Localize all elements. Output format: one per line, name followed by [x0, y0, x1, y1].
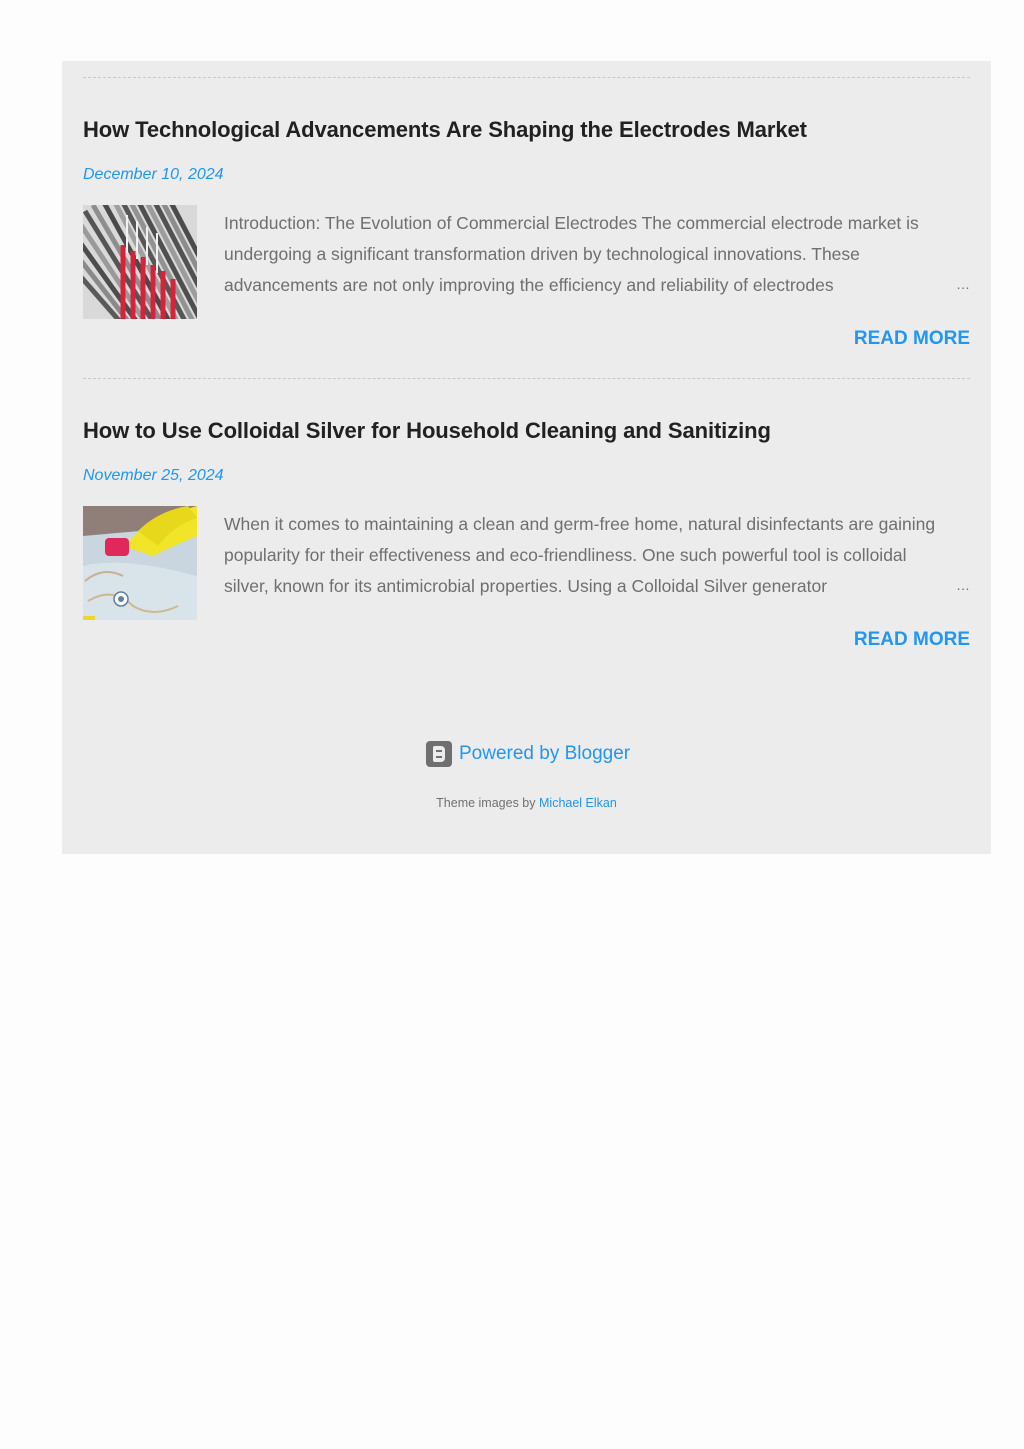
- powered-by-blogger-link[interactable]: [426, 741, 630, 767]
- post-snippet: Introduction: The Evolution of Commercial Electrodes The commercial electrode market is undergoing a significant transformation driven by technological innovations. These advancements are not only improving the efficiency and reliability of electrodes: [224, 213, 919, 295]
- cleaning-glove-image: [83, 506, 197, 620]
- snippet-fade: [896, 270, 948, 301]
- electrode-rods-image: [83, 205, 197, 319]
- post-thumbnail[interactable]: [83, 506, 197, 620]
- blog-main-panel: [62, 61, 991, 854]
- theme-author-link[interactable]: Michael Elkan: [539, 796, 617, 810]
- post-date-link[interactable]: November 25, 2024: [83, 467, 224, 484]
- snippet-ellipsis[interactable]: …: [956, 276, 970, 292]
- post-date-link[interactable]: December 10, 2024: [83, 166, 224, 183]
- post-title-link[interactable]: How Technological Advancements Are Shaping the Electrodes Market: [83, 117, 807, 142]
- read-more-link[interactable]: READ MORE: [853, 629, 970, 650]
- read-more-link[interactable]: READ MORE: [853, 328, 970, 349]
- theme-credit: [62, 796, 991, 810]
- post-thumbnail[interactable]: [83, 205, 197, 319]
- post-snippet: When it comes to maintaining a clean and germ-free home, natural disinfectants are gaining popularity for their effectiveness and eco-friendliness. One such powerful tool is colloidal silver, known for its antimicrobial properties. Using a Colloidal Silver generator: [224, 514, 936, 596]
- blogger-icon: [426, 741, 452, 767]
- post-title-link[interactable]: How to Use Colloidal Silver for Household Cleaning and Sanitizing: [83, 418, 771, 443]
- theme-credit-prefix: Theme images by: [436, 796, 536, 810]
- post-divider: [83, 378, 970, 379]
- powered-by-text: Powered by Blogger: [459, 743, 631, 764]
- snippet-ellipsis[interactable]: …: [956, 577, 970, 593]
- snippet-fade: [896, 571, 948, 602]
- post-divider: [83, 77, 970, 78]
